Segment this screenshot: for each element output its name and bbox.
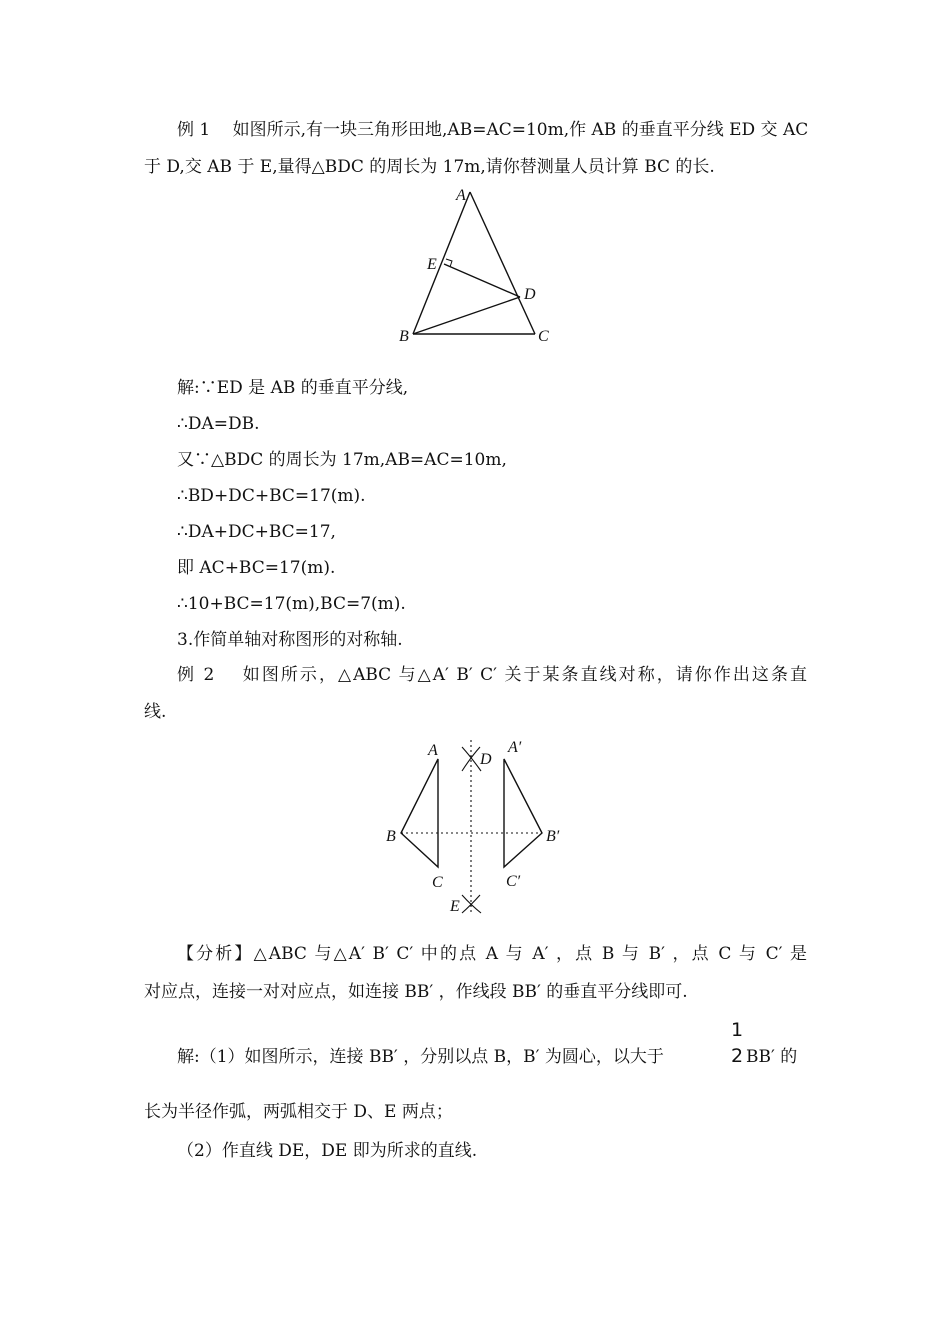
solution2-line2: 长为半径作弧，两弧相交于 D、E 两点； — [144, 1102, 453, 1122]
fraction-denominator: 2 — [730, 1045, 744, 1067]
label-b-prime: B′ — [546, 828, 560, 845]
solution1-line3: 又∵△BDC 的周长为 17m,AB=AC=10m, — [177, 450, 507, 470]
label-a: A — [456, 187, 466, 204]
triangle-a2b2c2 — [504, 759, 542, 867]
segment-bd — [413, 297, 520, 334]
segment-ab — [413, 192, 470, 334]
label-d: D — [524, 286, 536, 303]
label-a: A — [428, 742, 438, 759]
example1-line1: 例 1 如图所示,有一块三角形田地,AB=AC=10m,作 AB 的垂直平分线 ED 交 AC — [177, 120, 809, 140]
solution1-line1: 解:∵ED 是 AB 的垂直平分线, — [177, 378, 409, 398]
label-e: E — [450, 898, 460, 915]
label-c: C — [432, 874, 443, 891]
example2-line2: 线. — [144, 702, 167, 722]
segment-ac — [470, 192, 535, 334]
solution1-line2: ∴DA=DB. — [177, 414, 260, 434]
label-e: E — [427, 256, 437, 273]
figure-symmetric-triangles — [378, 735, 578, 915]
solution1-line6: 即 AC+BC=17(m). — [177, 558, 336, 578]
label-b: B — [386, 828, 396, 845]
example2-line1: 例 2 如图所示，△ABC 与△A′ B′ C′ 关于某条直线对称，请你作出这条直 — [177, 665, 807, 685]
label-a-prime: A′ — [508, 739, 522, 756]
analysis-line2: 对应点，连接一对对应点，如连接 BB′ ，作线段 BB′ 的垂直平分线即可. — [144, 982, 688, 1002]
segment-ed — [444, 264, 520, 297]
solution2-line1-after: BB′ 的 — [746, 1047, 798, 1067]
analysis-line1: 【分析】△ABC 与△A′ B′ C′ 中的点 A 与 A′ ，点 B 与 B′ ，点 C 与 C′ 是 — [177, 944, 807, 964]
example1-line2: 于 D,交 AB 于 E,量得△BDC 的周长为 17m,请你替测量人员计算 BC 的长. — [144, 157, 715, 177]
figure-triangle-abc — [390, 180, 565, 348]
label-d: D — [480, 751, 492, 768]
section3-heading: 3.作简单轴对称图形的对称轴. — [177, 630, 403, 650]
label-b: B — [399, 328, 409, 345]
fraction-numerator: 1 — [730, 1019, 744, 1041]
solution2-line3: （2）作直线 DE，DE 即为所求的直线. — [177, 1141, 478, 1161]
solution1-line5: ∴DA+DC+BC=17, — [177, 522, 336, 542]
label-c-prime: C′ — [506, 873, 521, 890]
triangle-abc — [401, 759, 438, 867]
label-c: C — [538, 328, 549, 345]
solution1-line4: ∴BD+DC+BC=17(m). — [177, 486, 366, 506]
solution1-line7: ∴10+BC=17(m),BC=7(m). — [177, 594, 406, 614]
solution2-line1-before: 解:（1）如图所示，连接 BB′ ，分别以点 B，B′ 为圆心，以大于 — [177, 1047, 664, 1067]
